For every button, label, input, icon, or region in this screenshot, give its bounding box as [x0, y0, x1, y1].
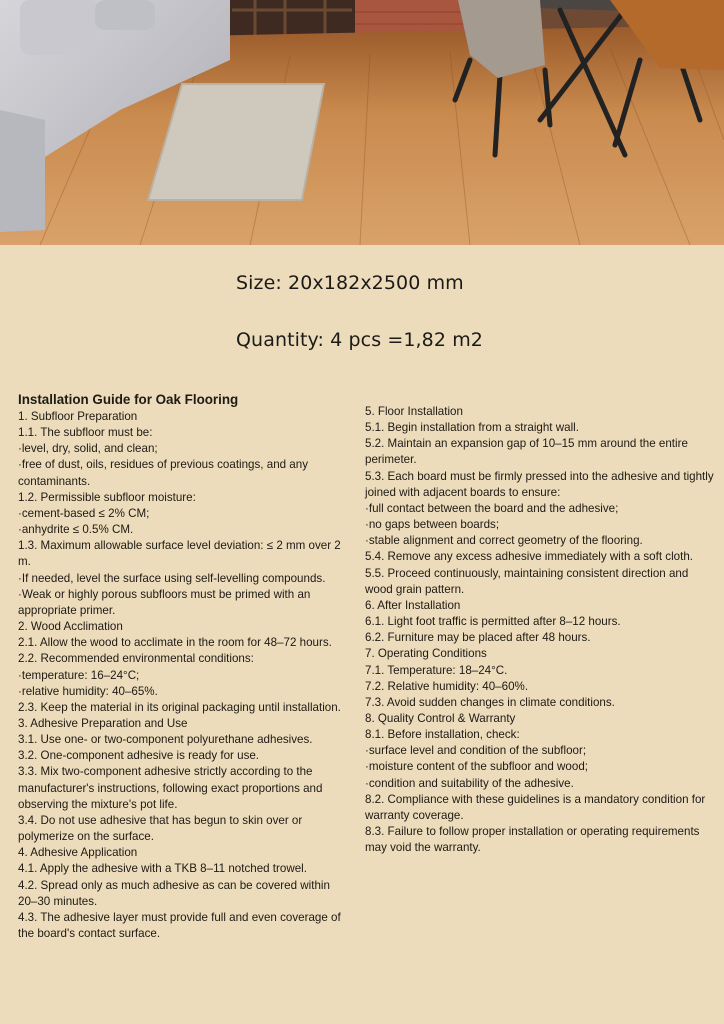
product-size: Size: 20x182x2500 mm: [236, 272, 464, 294]
guide-line: 2. Wood Acclimation: [18, 620, 123, 634]
guide-line: 2.3. Keep the material in its original packaging until installation.: [18, 700, 341, 714]
guide-line: 5.4. Remove any excess adhesive immediately with a soft cloth.: [365, 550, 693, 564]
guide-line: 2.2. Recommended environmental conditions:: [18, 652, 254, 666]
guide-line: ·level, dry, solid, and clean;: [18, 442, 158, 456]
guide-line: ·moisture content of the subfloor and wood;: [365, 760, 588, 774]
guide-line: ·condition and suitability of the adhesive.: [365, 776, 574, 790]
guide-line: 4.1. Apply the adhesive with a TKB 8–11 notched trowel.: [18, 862, 307, 876]
product-quantity: Quantity: 4 pcs =1,82 m2: [236, 329, 483, 351]
guide-line: 3. Adhesive Preparation and Use: [18, 716, 188, 730]
guide-line: 8.3. Failure to follow proper installation or operating requirements may void the warranty.: [365, 825, 700, 855]
guide-line: 7. Operating Conditions: [365, 647, 487, 661]
guide-line: 7.1. Temperature: 18–24°C.: [365, 663, 508, 677]
guide-line: 3.3. Mix two-component adhesive strictly according to the manufacturer's instructions, following exact proportions and observing the mixture's pot life.: [18, 765, 323, 811]
guide-line: 3.1. Use one- or two-component polyurethane adhesives.: [18, 733, 313, 747]
guide-line: 8.1. Before installation, check:: [365, 728, 520, 742]
guide-line: ·full contact between the board and the adhesive;: [365, 501, 619, 515]
guide-line: 1.1. The subfloor must be:: [18, 426, 153, 440]
guide-line: 4.2. Spread only as much adhesive as can be covered within 20–30 minutes.: [18, 878, 330, 908]
guide-line: 5.5. Proceed continuously, maintaining consistent direction and wood grain pattern.: [365, 566, 689, 596]
guide-right-lines: [365, 404, 715, 856]
guide-line: 3.2. One-component adhesive is ready for use.: [18, 749, 260, 763]
guide-line: 1.3. Maximum allowable surface level deviation: ≤ 2 mm over 2 m.: [18, 539, 341, 569]
guide-line: ·anhydrite ≤ 0.5% CM.: [18, 523, 134, 537]
room-photo: [0, 0, 724, 245]
guide-line: 8.2. Compliance with these guidelines is a mandatory condition for warranty coverage.: [365, 792, 706, 822]
guide-line: 1.2. Permissible subfloor moisture:: [18, 490, 196, 504]
guide-line: 7.2. Relative humidity: 40–60%.: [365, 679, 529, 693]
guide-line: ·cement-based ≤ 2% CM;: [18, 506, 150, 520]
guide-line: 5.3. Each board must be firmly pressed into the adhesive and tightly joined with adjacent boards to ensure:: [365, 469, 714, 499]
guide-line: ·free of dust, oils, residues of previous coatings, and any contaminants.: [18, 458, 309, 488]
guide-right-column: [365, 404, 715, 856]
guide-line: ·surface level and condition of the subfloor;: [365, 744, 587, 758]
guide-line: ·relative humidity: 40–65%.: [18, 684, 158, 698]
guide-line: 3.4. Do not use adhesive that has begun to skin over or polymerize on the surface.: [18, 813, 303, 844]
guide-line: ·no gaps between boards;: [365, 518, 500, 532]
guide-line: 8. Quality Control & Warranty: [365, 711, 516, 725]
guide-line: 4. Adhesive Application: [18, 846, 138, 860]
guide-left-column: [18, 390, 348, 942]
guide-title: Installation Guide for Oak Flooring: [18, 392, 239, 407]
guide-line: ·stable alignment and correct geometry of the flooring.: [365, 534, 643, 548]
guide-line: 6. After Installation: [365, 598, 461, 612]
guide-line: 2.1. Allow the wood to acclimate in the room for 48–72 hours.: [18, 636, 332, 650]
guide-line: 1. Subfloor Preparation: [18, 410, 138, 423]
guide-line: 4.3. The adhesive layer must provide full and even coverage of the board's contact surface.: [18, 910, 341, 940]
guide-line: 5.2. Maintain an expansion gap of 10–15 mm around the entire perimeter.: [365, 437, 688, 467]
guide-left-lines: [18, 409, 348, 942]
guide-line: ·temperature: 16–24°C;: [18, 668, 140, 682]
guide-line: 5.1. Begin installation from a straight wall.: [365, 421, 579, 435]
guide-line: 6.1. Light foot traffic is permitted after 8–12 hours.: [365, 615, 621, 629]
guide-line: 5. Floor Installation: [365, 405, 463, 418]
guide-line: ·If needed, level the surface using self-levelling compounds.: [18, 571, 326, 585]
guide-line: 7.3. Avoid sudden changes in climate conditions.: [365, 695, 615, 709]
guide-line: ·Weak or highly porous subfloors must be primed with an appropriate primer.: [18, 587, 311, 617]
guide-line: 6.2. Furniture may be placed after 48 hours.: [365, 631, 591, 645]
